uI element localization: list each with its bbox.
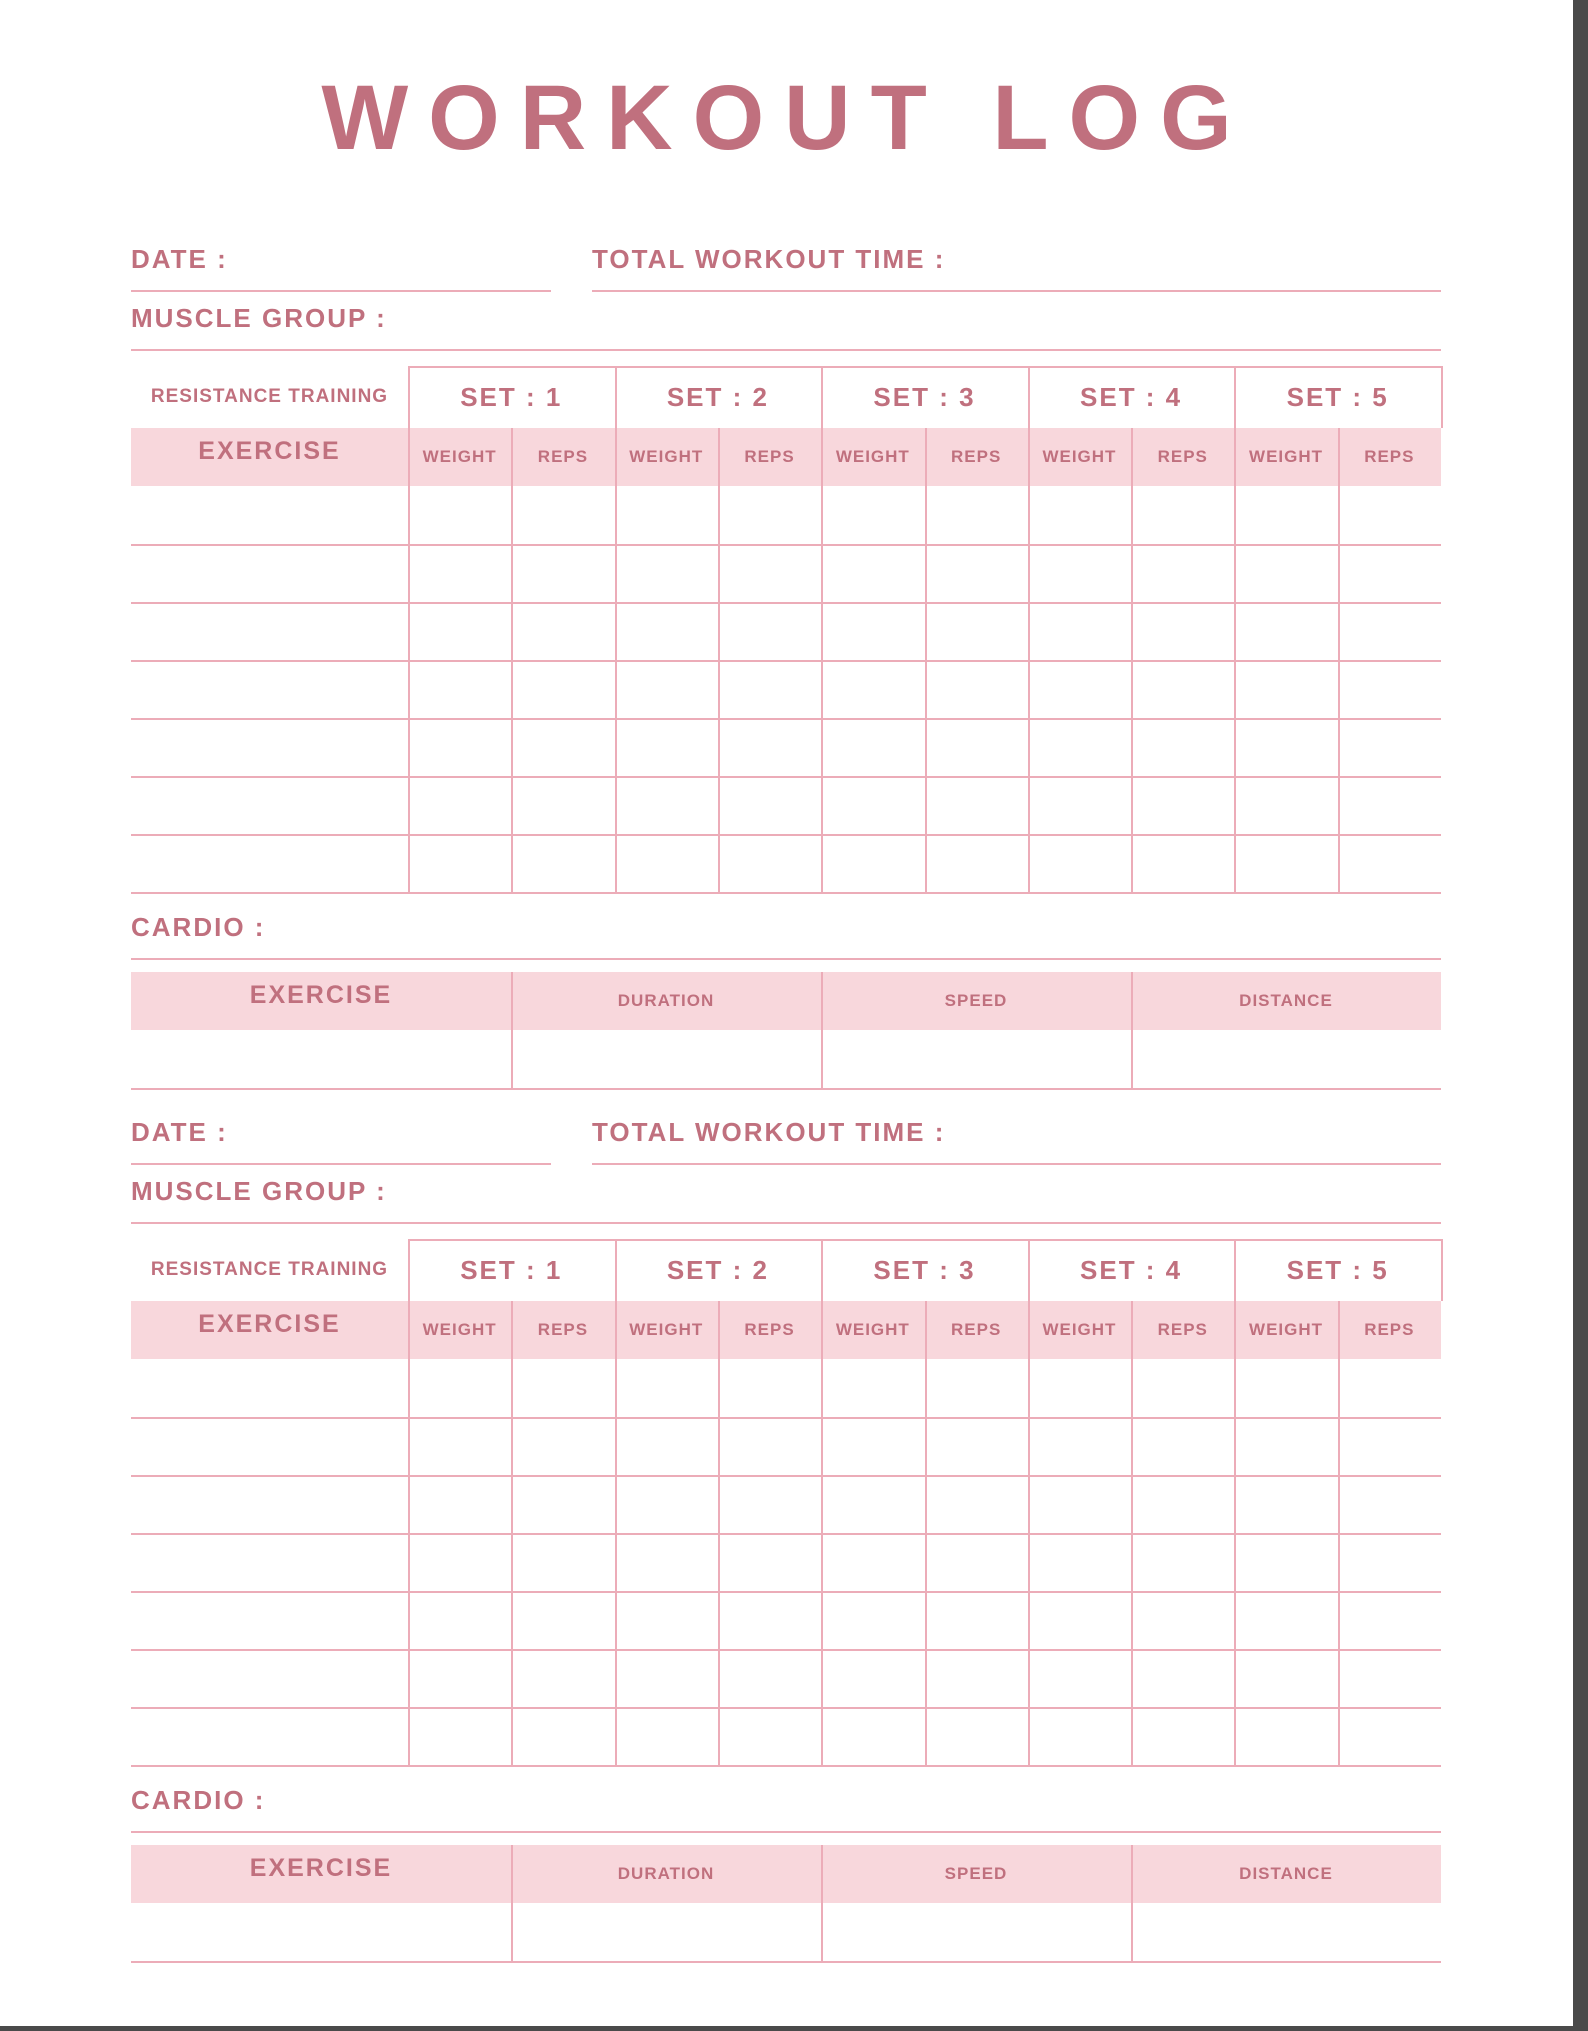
reps-header: REPS [1157,1320,1208,1339]
cardio-column-divider [1131,1845,1133,1961]
set-header-2: SET : 2 [666,382,769,412]
cardio-distance-header: DISTANCE [1239,1864,1333,1883]
resistance-training-label: RESISTANCE TRAINING [150,1259,389,1280]
weight-header: WEIGHT [835,1320,910,1339]
cardio-column-divider [511,1845,513,1961]
weight-header: WEIGHT [422,1320,497,1339]
cardio-column-divider [821,1845,823,1961]
reps-header: REPS [537,1320,589,1339]
set-column-divider [821,366,823,892]
log-section-2 [0,873,1588,1883]
weight-header: WEIGHT [1249,447,1324,466]
set-column-divider [1234,366,1236,892]
set-column-divider [1441,366,1443,428]
log-section-1 [0,0,1588,1010]
table-row-line [131,1765,1441,1767]
set-header-3: SET : 3 [873,382,976,412]
set-column-divider [1234,1239,1236,1765]
date-field [131,1163,551,1165]
set-header-1: SET : 1 [460,382,563,412]
muscle-group-label: MUSCLE GROUP : [131,303,387,333]
reps-header: REPS [537,447,589,466]
resistance-training-label: RESISTANCE TRAINING [150,386,389,407]
date-label: DATE : [131,244,228,274]
set-header-4: SET : 4 [1080,1255,1183,1285]
page-edge-bottom [0,2026,1588,2031]
exercise-row[interactable] [131,1359,408,1417]
set-header-4: SET : 4 [1080,382,1183,412]
exercise-header: EXERCISE [198,1310,341,1338]
total-time-field [592,290,1441,292]
cardio-row-line [131,1961,1441,1963]
exercise-row[interactable] [131,544,408,602]
cardio-duration-header: DURATION [617,991,715,1010]
reps-header: REPS [744,447,795,466]
reps-header: REPS [1364,447,1415,466]
total-time-label: TOTAL WORKOUT TIME : [592,1117,946,1147]
set-column-divider [821,1239,823,1765]
cardio-exercise-header: EXERCISE [249,981,393,1009]
reps-header: REPS [951,447,1002,466]
date-label: DATE : [131,1117,228,1147]
muscle-group-label: MUSCLE GROUP : [131,1176,387,1206]
exercise-header: EXERCISE [198,437,341,465]
weight-header: WEIGHT [629,447,704,466]
set-column-divider [615,366,617,892]
total-time-field [592,1163,1441,1165]
cardio-speed-header: SPEED [944,991,1008,1010]
exercise-row[interactable] [131,660,408,718]
reps-header: REPS [744,1320,795,1339]
cardio-speed-header: SPEED [944,1864,1008,1883]
exercise-row[interactable] [131,1417,408,1475]
reps-header: REPS [1364,1320,1415,1339]
weight-header: WEIGHT [1042,447,1117,466]
weight-header: WEIGHT [422,447,497,466]
exercise-row[interactable] [131,718,408,776]
cardio-duration-header: DURATION [617,1864,715,1883]
set-header-2: SET : 2 [666,1255,769,1285]
set-column-divider [1441,1239,1443,1301]
set-header-1: SET : 1 [460,1255,563,1285]
reps-header: REPS [951,1320,1002,1339]
exercise-row[interactable] [131,486,408,544]
page-title: WORKOUT LOG [321,67,1252,169]
exercise-row[interactable] [131,1591,408,1649]
set-column-divider [1028,1239,1030,1765]
weight-header: WEIGHT [629,1320,704,1339]
weight-header: WEIGHT [1042,1320,1117,1339]
date-field [131,290,551,292]
exercise-row[interactable] [131,1475,408,1533]
exercise-column-divider [408,1239,410,1765]
muscle-group-field [131,1222,1441,1224]
cardio-distance-header: DISTANCE [1239,991,1333,1010]
exercise-row[interactable] [131,602,408,660]
exercise-row[interactable] [131,776,408,834]
cardio-field [131,1831,1441,1833]
exercise-row[interactable] [131,1649,408,1707]
set-column-divider [615,1239,617,1765]
set-column-divider [1028,366,1030,892]
weight-header: WEIGHT [1249,1320,1324,1339]
cardio-label: CARDIO : [131,912,266,942]
muscle-group-field [131,349,1441,351]
total-time-label: TOTAL WORKOUT TIME : [592,244,946,274]
set-header-5: SET : 5 [1286,1255,1389,1285]
cardio-label: CARDIO : [131,1785,266,1815]
set-header-3: SET : 3 [873,1255,976,1285]
weight-header: WEIGHT [835,447,910,466]
exercise-column-divider [408,366,410,892]
cardio-exercise-header: EXERCISE [249,1854,393,1882]
exercise-row[interactable] [131,1707,408,1765]
exercise-row[interactable] [131,1533,408,1591]
reps-header: REPS [1157,447,1208,466]
set-header-5: SET : 5 [1286,382,1389,412]
